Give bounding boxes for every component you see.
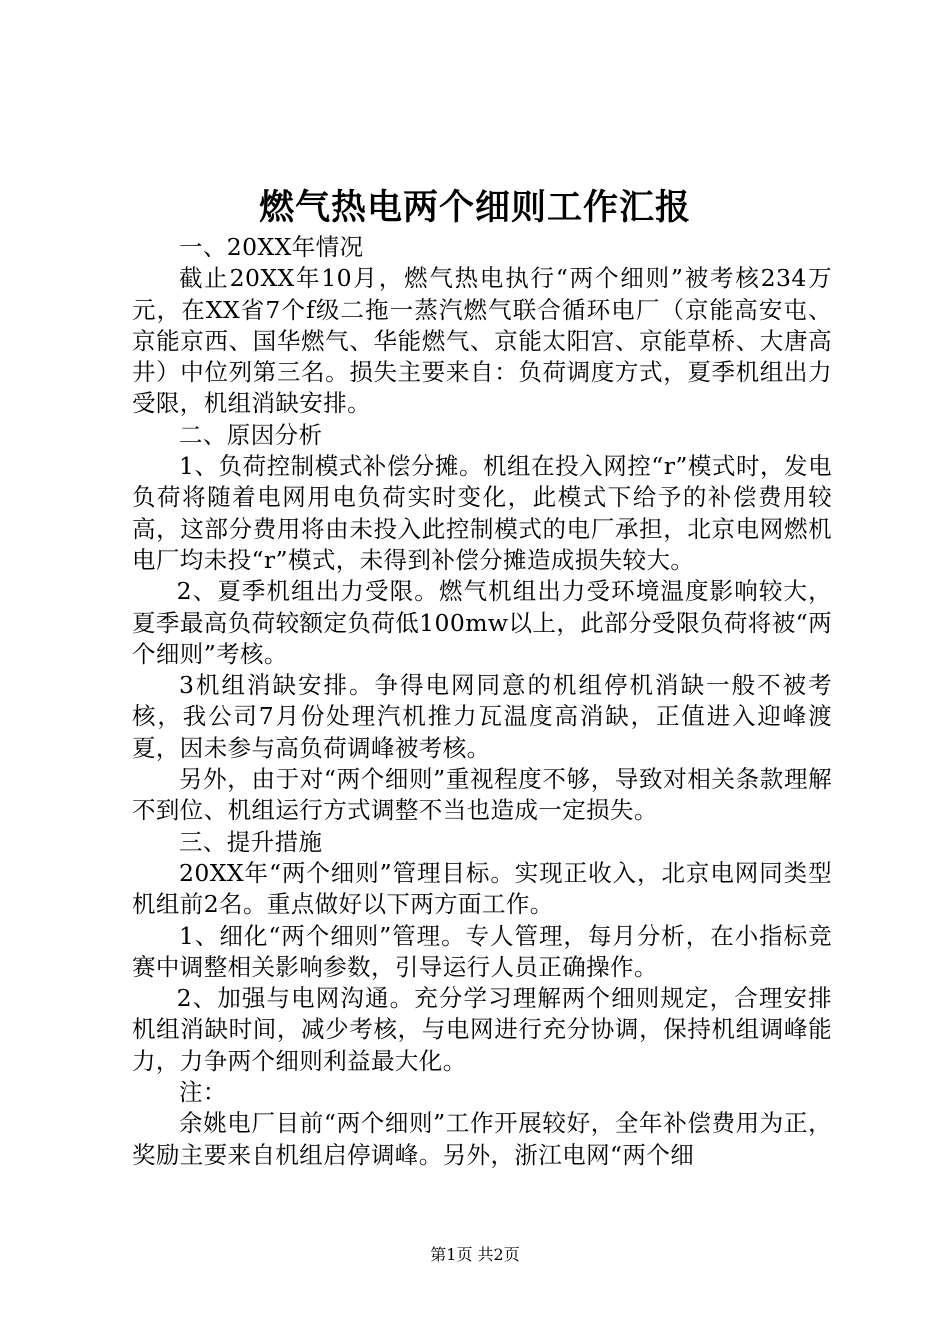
paragraph-measure-1: 1、细化“两个细则”管理。专人管理，每月分析，在小指标竞赛中调整相关影响参数，引导运行人员正确操作。 [132, 921, 832, 981]
section-heading-3: 三、提升措施 [179, 827, 323, 856]
paragraph-goal: 20XX年“两个细则”管理目标。实现正收入，北京电网同类型机组前2名。重点做好以下两方面工作。 [132, 858, 832, 919]
paragraph-measure-2: 2、加强与电网沟通。充分学习理解两个细则规定，合理安排机组消缺时间，减少考核，与电网进行充分协调，保持机组调峰能力，力争两个细则利益最大化。 [132, 984, 832, 1075]
document-title: 燃气热电两个细则工作汇报 [258, 188, 691, 228]
note-label: 注： [179, 1078, 227, 1107]
paragraph-note: 余姚电厂目前“两个细则”工作开展较好，全年补偿费用为正，奖励主要来自机组启停调峰。另外，浙江电网“两个细 [132, 1109, 832, 1169]
document-body [132, 232, 832, 1171]
page-footer: 第1页 共2页 [430, 1245, 520, 1264]
paragraph-summary: 截止20XX年10月，燃气热电执行“两个细则”被考核234万元，在XX省7个f级二拖一蒸汽燃气联合循环电厂（京能高安屯、京能京西、国华燃气、华能燃气、京能太阳宫、京能草桥、大唐高井）中位列第三名。损失主要来自：负荷调度方式，夏季机组出力受限，机组消缺安排。 [132, 264, 832, 418]
paragraph-cause-2: 2、夏季机组出力受限。燃气机组出力受环境温度影响较大，夏季最高负荷较额定负荷低100mw以上，此部分受限负荷将被“两个细则”考核。 [132, 577, 832, 668]
section-heading-1: 一、20XX年情况 [179, 233, 364, 261]
paragraph-additional: 另外，由于对“两个细则”重视程度不够，导致对相关条款理解不到位、机组运行方式调整不当也造成一定损失。 [132, 765, 832, 825]
paragraph-cause-1: 1、负荷控制模式补偿分摊。机组在投入网控“r”模式时，发电负荷将随着电网用电负荷实时变化，此模式下给予的补偿费用较高，这部分费用将由未投入此控制模式的电厂承担，北京电网燃机电厂均未投“r”模式，未得到补偿分摊造成损失较大。 [132, 452, 832, 574]
section-heading-2: 二、原因分析 [179, 420, 323, 449]
paragraph-cause-3: 3机组消缺安排。争得电网同意的机组停机消缺一般不被考核，我公司7月份处理汽机推力瓦温度高消缺，正值进入迎峰渡夏，因未参与高负荷调峰被考核。 [132, 671, 832, 762]
